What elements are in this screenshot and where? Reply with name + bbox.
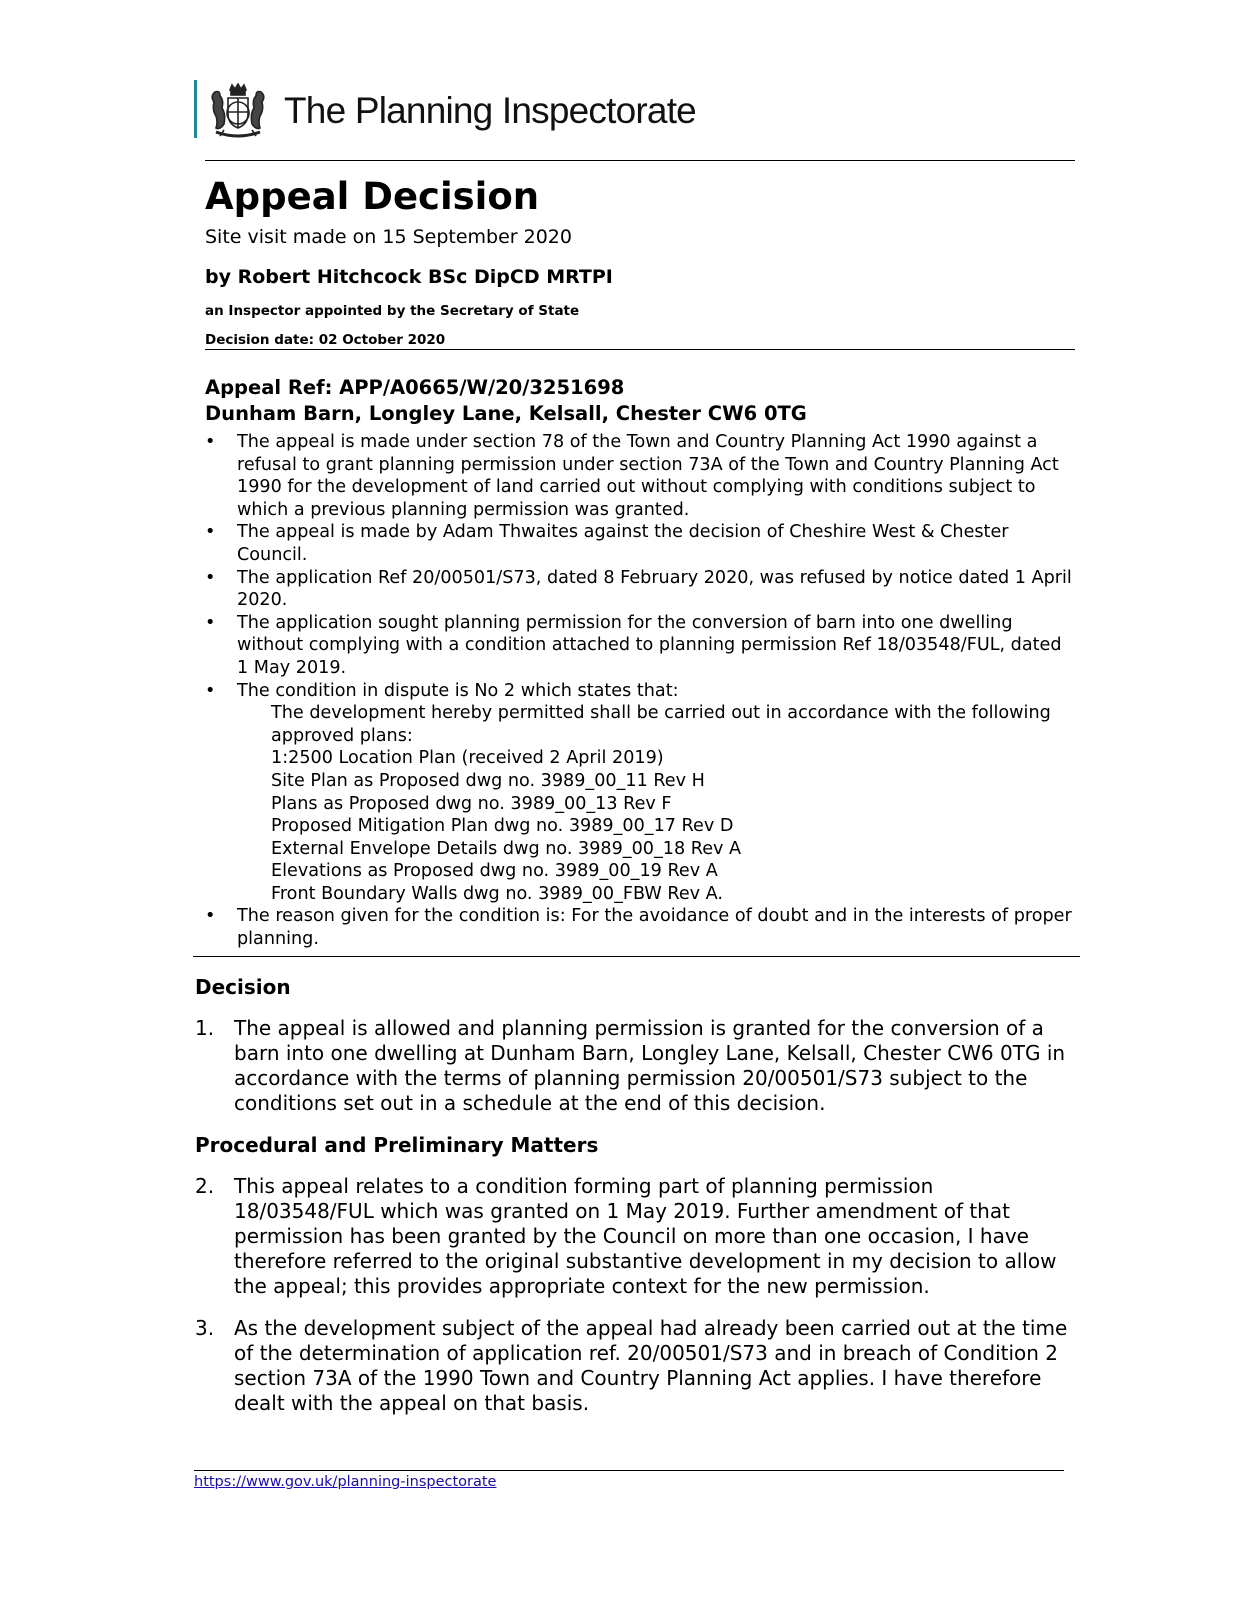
appeal-address: Dunham Barn, Longley Lane, Kelsall, Chester CW6 0TG xyxy=(205,402,807,425)
list-item: • The reason given for the condition is: For the avoidance of doubt and in the interests of proper planning. xyxy=(205,905,1075,950)
header-rule xyxy=(205,160,1075,161)
condition-text xyxy=(237,702,1075,905)
paragraph-text: This appeal relates to a condition forming part of planning permission 18/03548/FUL which was granted on 1 May 2019. Further amendment of that permission has been granted by the Council on more than one occasion, I have therefore referred to the original substantive development in my decision to allow the appeal; this provides appropriate context for the new permission. xyxy=(234,1174,1057,1298)
condition-line: Elevations as Proposed dwg no. 3989_00_19 Rev A xyxy=(271,861,718,882)
page-title: Appeal Decision xyxy=(205,175,540,218)
footer-rule xyxy=(194,1470,1064,1471)
paragraph-number: 3. xyxy=(195,1316,215,1340)
inspector-name: by Robert Hitchcock BSc DipCD MRTPI xyxy=(205,266,613,288)
royal-coat-of-arms-icon xyxy=(206,82,270,142)
appeal-details-list xyxy=(205,431,1075,951)
paragraph-number: 2. xyxy=(195,1174,215,1198)
condition-line: External Envelope Details dwg no. 3989_00_18 Rev A xyxy=(271,838,742,859)
decision-heading: Decision xyxy=(195,975,291,999)
list-item: • The application Ref 20/00501/S73, dated 8 February 2020, was refused by notice dated 1 April 2020. xyxy=(205,567,1075,612)
procedural-heading: Procedural and Preliminary Matters xyxy=(195,1133,599,1157)
paragraph-1 xyxy=(195,1016,1075,1116)
appeal-box-rule xyxy=(193,956,1080,957)
paragraph-number: 1. xyxy=(195,1016,215,1040)
condition-line: Plans as Proposed dwg no. 3989_00_13 Rev F xyxy=(271,793,672,814)
condition-line: The development hereby permitted shall be carried out in accordance with the following approved plans: xyxy=(271,703,1051,746)
paragraph-text: As the development subject of the appeal had already been carried out at the time of the determination of application ref. 20/00501/S73 and in breach of Condition 2 section 73A of the 1990 Town and Country Planning Act applies. I have therefore dealt with the appeal on that basis. xyxy=(234,1316,1068,1415)
brand-accent-bar xyxy=(194,80,197,138)
decision-date: Decision date: 02 October 2020 xyxy=(205,332,446,348)
site-visit-date: Site visit made on 15 September 2020 xyxy=(205,226,572,248)
list-item: • The application sought planning permission for the conversion of barn into one dwelling without complying with a condition attached to planning permission Ref 18/03548/FUL, dated 1 May 2019. xyxy=(205,612,1075,680)
condition-line: 1:2500 Location Plan (received 2 April 2019) xyxy=(271,748,664,769)
condition-line: Front Boundary Walls dwg no. 3989_00_FBW Rev A. xyxy=(271,883,723,904)
paragraph-2 xyxy=(195,1174,1075,1299)
paragraph-text: The appeal is allowed and planning permission is granted for the conversion of a barn into one dwelling at Dunham Barn, Longley Lane, Kelsall, Chester CW6 0TG in accordance with the terms of planning permission 20/00501/S73 subject to the conditions set out in a schedule at the end of this decision. xyxy=(234,1016,1066,1115)
footer-link[interactable]: https://www.gov.uk/planning-inspectorate xyxy=(194,1474,497,1490)
organisation-name: The Planning Inspectorate xyxy=(284,90,696,131)
list-item: • The appeal is made by Adam Thwaites against the decision of Cheshire West & Chester Council. xyxy=(205,521,1075,566)
list-item: • The condition in dispute is No 2 which states that: The development hereby permitted shall be carried out in accordance with the following approved plans: 1:2500 Location Plan (received 2 April 2019) Site Plan as Proposed dwg no. 3989_00_11 Rev H Plans as Proposed dwg no. 3989_00_13 Rev F Proposed Mitigation Plan dwg no. 3989_00_17 Rev D External Envelope Details dwg no. 3989_00_18 Rev A Elevations as Proposed dwg no. 3989_00_19 Rev A Front Boundary Walls dwg no. 3989_00_FBW Rev A. xyxy=(205,680,1075,906)
condition-line: Site Plan as Proposed dwg no. 3989_00_11 Rev H xyxy=(271,770,705,791)
appeal-ref: Appeal Ref: APP/A0665/W/20/3251698 xyxy=(205,376,625,399)
decision-date-rule xyxy=(205,349,1075,350)
list-item: • The appeal is made under section 78 of the Town and Country Planning Act 1990 against a refusal to grant planning permission under section 73A of the Town and Country Planning Act 1990 for the development of land carried out without complying with conditions subject to which a previous planning permission was granted. xyxy=(205,431,1075,521)
appointed-by: an Inspector appointed by the Secretary of State xyxy=(205,303,580,319)
condition-line: Proposed Mitigation Plan dwg no. 3989_00_17 Rev D xyxy=(271,816,734,837)
paragraph-3 xyxy=(195,1316,1075,1416)
